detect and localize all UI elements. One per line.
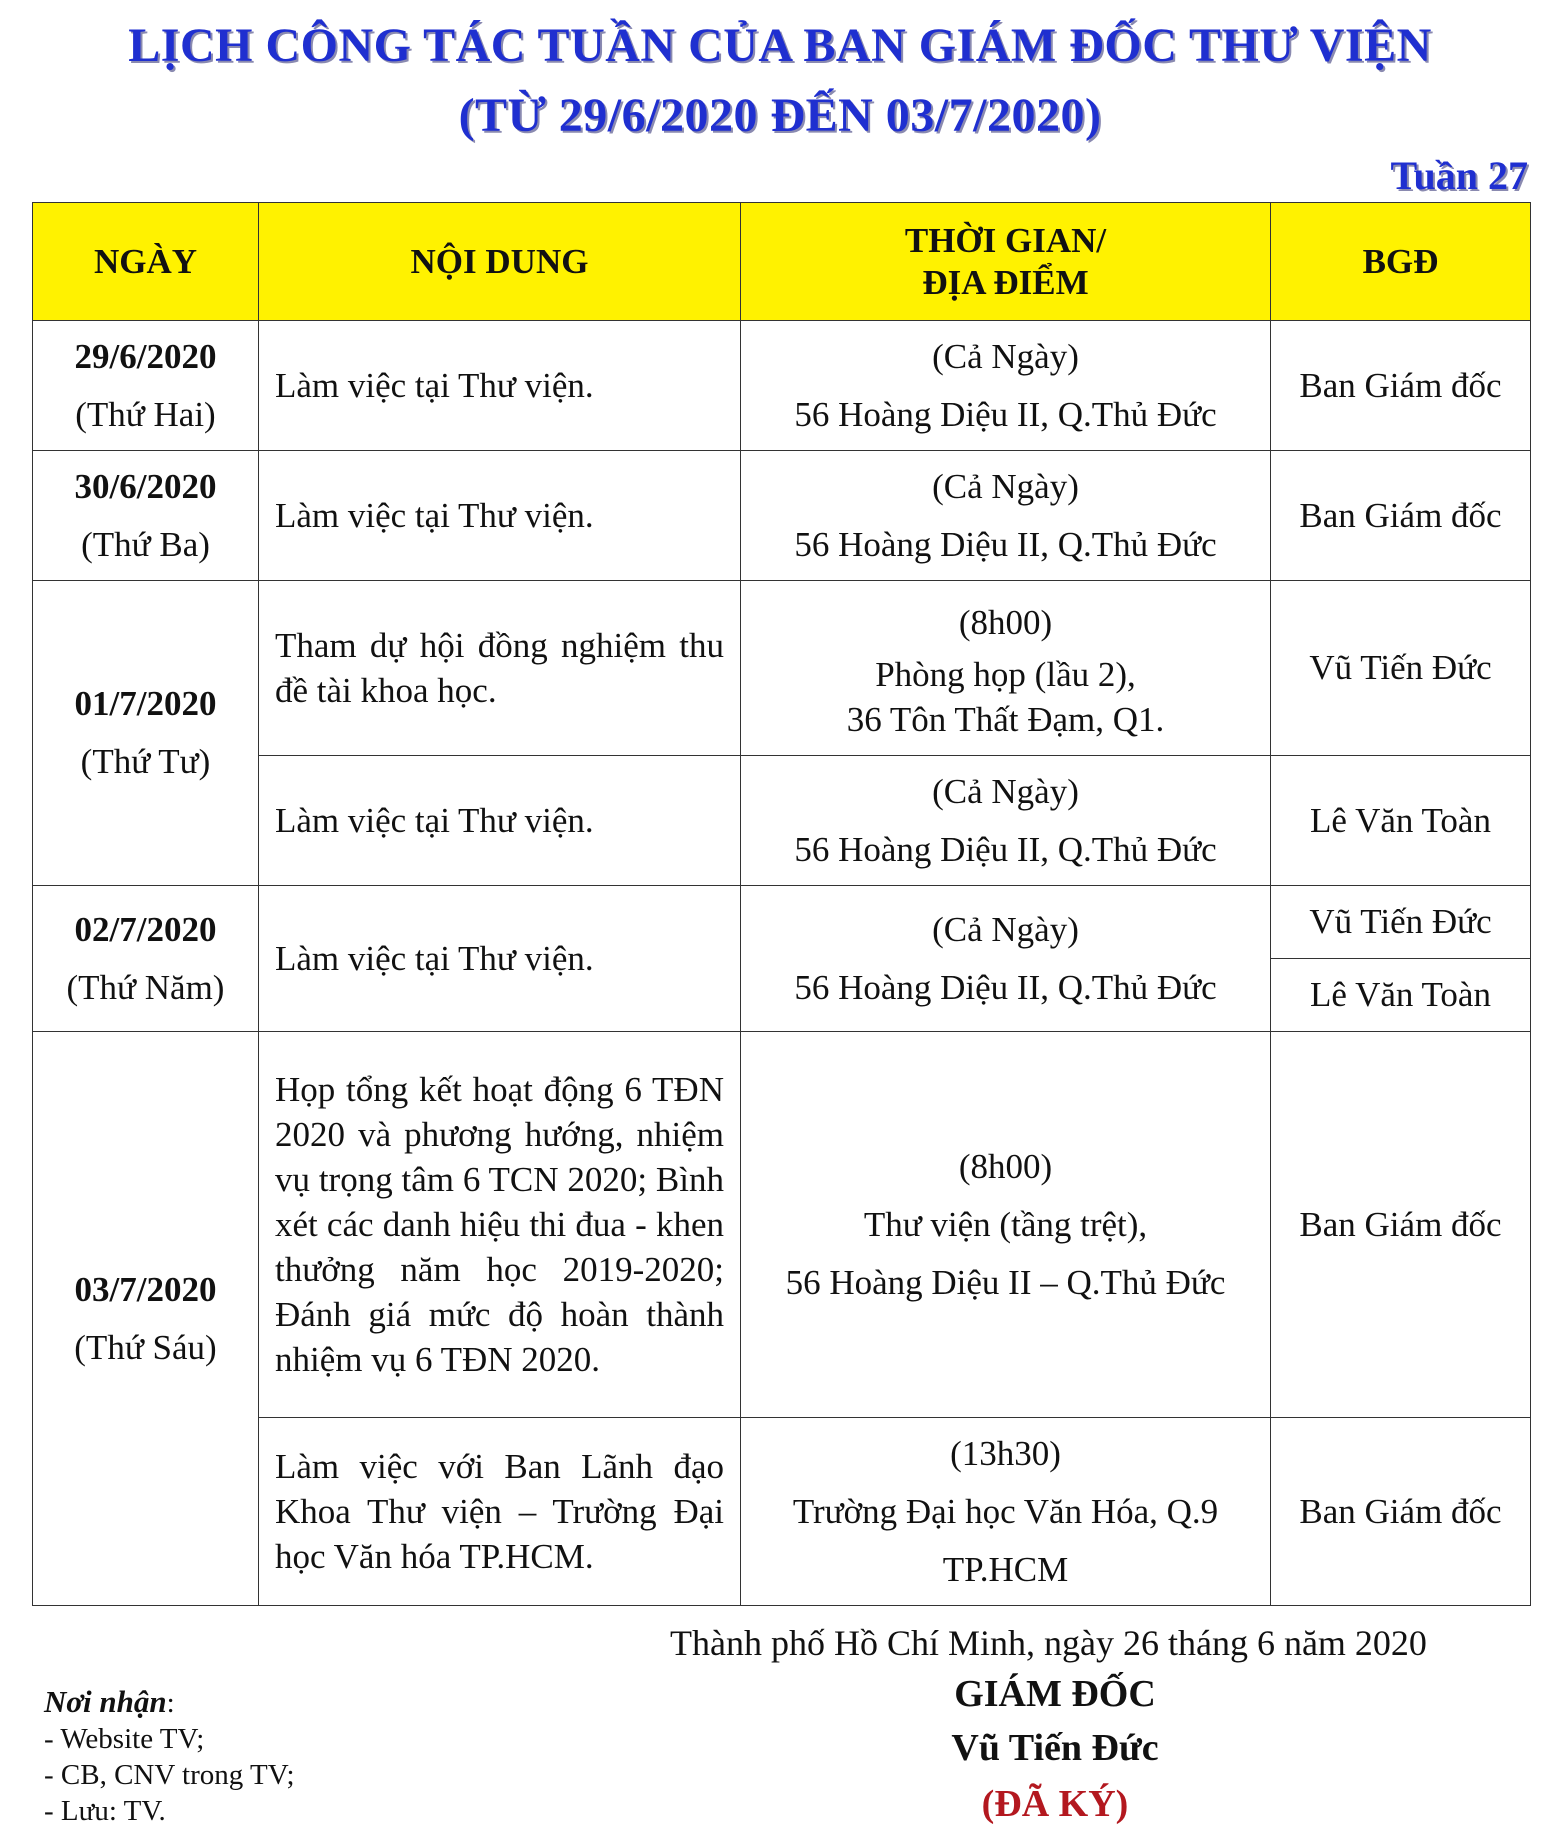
content-cell: Làm việc tại Thư viện. (259, 756, 741, 886)
date-cell (33, 1032, 259, 1606)
place: Thư viện (tầng trệt), (863, 1204, 1148, 1244)
place: 56 Hoàng Diệu II – Q.Thủ Đức (785, 1262, 1226, 1302)
bgd-cell (1271, 886, 1531, 1032)
time: (8h00) (958, 603, 1053, 642)
time: (Cả Ngày) (932, 909, 1079, 949)
place: 56 Hoàng Diệu II, Q.Thủ Đức (794, 967, 1217, 1007)
time-place-cell (741, 581, 1271, 756)
column-header-date: NGÀY (33, 203, 259, 321)
time-place-cell (741, 886, 1271, 1032)
time: (13h30) (950, 1433, 1061, 1473)
content-cell: Làm việc tại Thư viện. (259, 886, 741, 1032)
document-title: LỊCH CÔNG TÁC TUẦN CỦA BAN GIÁM ĐỐC THƯ VIỆN (128, 19, 1432, 72)
column-header-bgd: BGĐ (1271, 203, 1531, 321)
time: (Cả Ngày) (932, 466, 1079, 506)
weekday: (Thứ Tư) (80, 742, 211, 781)
place: 36 Tôn Thất Đạm, Q1. (846, 700, 1165, 739)
bgd-cell: Ban Giám đốc (1271, 1418, 1531, 1606)
date-cell (33, 451, 259, 581)
time: (8h00) (958, 1146, 1053, 1186)
place: 56 Hoàng Diệu II, Q.Thủ Đức (794, 394, 1217, 434)
bgd-name: Lê Văn Toàn (1310, 975, 1491, 1014)
week-number: Tuần 27 (1390, 153, 1528, 198)
table-row (33, 886, 1531, 1032)
date: 02/7/2020 (74, 909, 217, 949)
weekday: (Thứ Hai) (75, 394, 216, 434)
time: (Cả Ngày) (932, 771, 1079, 811)
weekday: (Thứ Năm) (66, 967, 225, 1007)
signer-name: Vũ Tiến Đức (951, 1727, 1159, 1769)
recipient-item: - Lưu: TV. (44, 1795, 166, 1827)
date: 30/6/2020 (74, 466, 217, 506)
time-place-cell (741, 451, 1271, 581)
recipients-block: Nơi nhận: - Website TV; - CB, CNV trong TV; - Lưu: TV. (44, 1684, 295, 1827)
time-place-cell (741, 321, 1271, 451)
signer-title: GIÁM ĐỐC (954, 1673, 1156, 1715)
column-header-time-place (741, 203, 1271, 321)
content-cell: Tham dự hội đồng nghiệm thu đề tài khoa học. (259, 581, 741, 756)
table-row (33, 581, 1531, 756)
date-cell (33, 581, 259, 886)
date-cell (33, 886, 259, 1032)
weekday: (Thứ Sáu) (74, 1327, 217, 1367)
signed-status: (ĐÃ KÝ) (981, 1783, 1129, 1825)
date: 03/7/2020 (74, 1269, 217, 1309)
column-header-content: NỘI DUNG (259, 203, 741, 321)
column-header-place: ĐỊA ĐIỂM (922, 262, 1089, 302)
bgd-cell: Vũ Tiến Đức (1271, 581, 1531, 756)
table-row (33, 321, 1531, 451)
recipient-item: - Website TV; (44, 1723, 205, 1755)
bgd-cell: Ban Giám đốc (1271, 1032, 1531, 1418)
content-cell: Làm việc tại Thư viện. (259, 321, 741, 451)
time-place-cell (741, 1418, 1271, 1606)
content-cell: Làm việc tại Thư viện. (259, 451, 741, 581)
place: Trường Đại học Văn Hóa, Q.9 (792, 1491, 1219, 1531)
place: Phòng họp (lầu 2), (875, 655, 1136, 694)
content-cell: Làm việc với Ban Lãnh đạo Khoa Thư viện – Trường Đại học Văn hóa TP.HCM. (259, 1418, 741, 1606)
date: 29/6/2020 (74, 336, 217, 376)
table-row (33, 451, 1531, 581)
column-header-time: THỜI GIAN/ (904, 220, 1107, 260)
content-cell: Họp tổng kết hoạt động 6 TĐN 2020 và phương hướng, nhiệm vụ trọng tâm 6 TCN 2020; Bình xét các danh hiệu thi đua - khen thưởng năm học 2019-2020; Đánh giá mức độ hoàn thành nhiệm vụ 6 TĐN 2020. (259, 1032, 741, 1418)
schedule-table (32, 202, 1531, 1606)
place-date: Thành phố Hồ Chí Minh, ngày 26 tháng 6 năm 2020 (670, 1623, 1427, 1663)
place: 56 Hoàng Diệu II, Q.Thủ Đức (794, 829, 1217, 869)
table-row (33, 1032, 1531, 1418)
time: (Cả Ngày) (932, 336, 1079, 376)
time-place-cell (741, 756, 1271, 886)
bgd-cell: Lê Văn Toàn (1271, 756, 1531, 886)
weekday: (Thứ Ba) (81, 524, 210, 564)
place: TP.HCM (942, 1549, 1069, 1589)
place: 56 Hoàng Diệu II, Q.Thủ Đức (794, 524, 1217, 564)
bgd-cell: Ban Giám đốc (1271, 321, 1531, 451)
time-place-cell (741, 1032, 1271, 1418)
table-header-row (33, 203, 1531, 321)
date: 01/7/2020 (74, 684, 217, 723)
bgd-name: Vũ Tiến Đức (1271, 886, 1530, 959)
recipient-item: - CB, CNV trong TV; (44, 1759, 295, 1791)
date-cell (33, 321, 259, 451)
bgd-cell: Ban Giám đốc (1271, 451, 1531, 581)
date-range-title: (TỪ 29/6/2020 ĐẾN 03/7/2020) (458, 89, 1102, 142)
recipients-label: Nơi nhận (44, 1684, 167, 1719)
